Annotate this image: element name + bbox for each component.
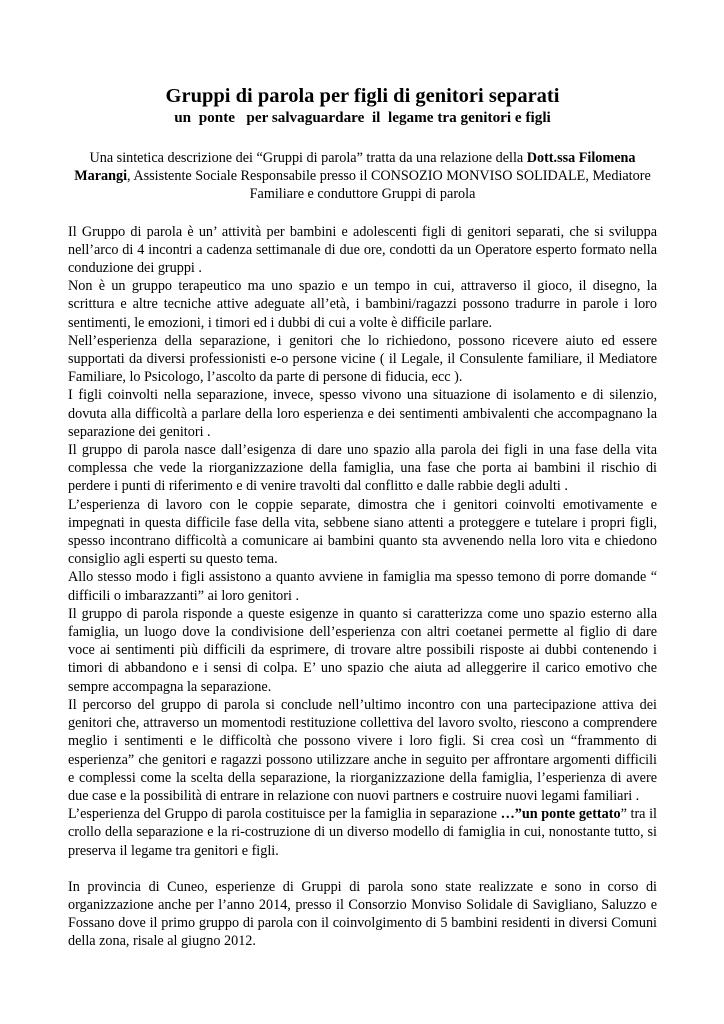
document-subtitle: un ponte per salvaguardare il legame tra genitori e figli [174, 109, 551, 126]
bridge-paragraph [68, 805, 657, 860]
intro-text-after: , Assistente Sociale Responsabile presso il CONSOZIO MONVISO SOLIDALE, Mediatore Familiare e conduttore Gruppi di parola [127, 168, 651, 203]
body-paragraph: L’esperienza di lavoro con le coppie separate, dimostra che i genitori coinvolti emotivamente e impegnati in questa difficile fase della vita, sebbene siano attenti a proteggere e tutelare i propri figli, spesso incontrano difficoltà a comunicare ai bambini quanto sta avvenendo nella loro vita e chiedono consiglio agli esperti su questo tema. [68, 496, 657, 568]
closing-paragraph: In provincia di Cuneo, esperienze di Gruppi di parola sono state realizzate e sono in corso di organizzazione anche per l’anno 2014, presso il Consorzio Monviso Solidale di Savigliano, Saluzzo e Fossano dove il primo gruppo di parola con il coinvolgimento di 5 bambini residenti in diversi Comuni della zona, risale al giugno 2012. [68, 878, 657, 950]
paragraph-spacer [68, 860, 657, 878]
intro-paragraph [68, 149, 657, 204]
body-paragraph: Il gruppo di parola risponde a queste esigenze in quanto si caratterizza come uno spazio esterno alla famiglia, un luogo dove la condivisione dell’esperienza con altri coetanei permette al figlio di dare voce ai sentimenti più difficili da esprimere, di trovare altre possibili risposte ai dubbi contenendo i timori di abbandono e i sensi di colpa. E’ uno spazio che aiuta ad alleggerire il carico emotivo che sempre accompagna la separazione. [68, 605, 657, 695]
body-paragraph: Il gruppo di parola nasce dall’esigenza di dare uno spazio alla parola dei figli in una fase della vita complessa che vede la riorganizzazione della famiglia, una fase che porta ai bambini il rischio di perdere i punti di riferimento e di venire travolti dal conflitto e dalle rabbie degli adulti . [68, 442, 657, 495]
body-text [68, 223, 657, 951]
document-page [68, 84, 657, 951]
body-paragraph: Il percorso del gruppo di parola si conclude nell’ultimo incontro con una partecipazione attiva dei genitori che, attraverso un momentodi restituzione collettiva del lavoro svolto, riescono a comprendere meglio i sentimenti e le difficoltà che possono vivere i loro figli. Si crea così un “frammento di esperienza” che genitori e ragazzi possono utilizzare anche in seguito per affrontare argomenti difficili e complessi come la scelta della separazione, la riorganizzazione della famiglia, l’esperienza di avere due case e la possibilità di entrare in relazione con nuovi partners e costruire nuovi legami familiari . [68, 696, 657, 804]
body-paragraph: Il Gruppo di parola è un’ attività per bambini e adolescenti figli di genitori separati, che si sviluppa nell’arco di 4 incontri a cadenza settimanale di due ore, condotti da un Operatore esperto formato nella conduzione dei gruppi . [68, 223, 657, 277]
body-paragraph: Nell’esperienza della separazione, i genitori che lo richiedono, possono ricevere aiuto ed essere supportati da diversi professionisti e-o persone vicine ( il Legale, il Consulente familiare, il Mediatore Familiare, lo Psicologo, l’ascolto da parte di persone di fiducia, ecc ). [68, 332, 657, 386]
body-paragraph: I figli coinvolti nella separazione, invece, spesso vivono una situazione di isolamento e di silenzio, dovuta alla difficoltà a parlare della loro esperienza e dei sentimenti ambivalenti che accompagnano la separazione dei genitori . [68, 387, 657, 440]
document-title: Gruppi di parola per figli di genitori separati [165, 85, 560, 107]
bridge-text-before: L’esperienza del Gruppo di parola costituisce per la famiglia in separazione [68, 806, 501, 823]
body-paragraph: Allo stesso modo i figli assistono a quanto avviene in famiglia ma spesso temono di porre domande “ difficili o imbarazzanti” ai loro genitori . [68, 569, 657, 604]
body-paragraph: Non è un gruppo terapeutico ma uno spazio e un tempo in cui, attraverso il gioco, il disegno, la scrittura e altre tecniche attive adeguate all’età, i bambini/ragazzi possono tradurre in parole i loro sentimenti, le emozioni, i timori ed i dubbi di cui a volte è difficile parlare. [68, 278, 657, 331]
bridge-text-after: ” tra il crollo della separazione e la ri-costruzione di un diverso modello di famiglia in cui, nonostante tutto, si preserva il legame tra genitori e figli. [68, 806, 657, 859]
bridge-bold-phrase: …”un ponte gettato [500, 806, 621, 823]
intro-text-before: Una sintetica descrizione dei “Gruppi di parola” tratta da una relazione della [89, 150, 527, 166]
intro-author: Dott.ssa Filomena Marangi [74, 150, 636, 185]
